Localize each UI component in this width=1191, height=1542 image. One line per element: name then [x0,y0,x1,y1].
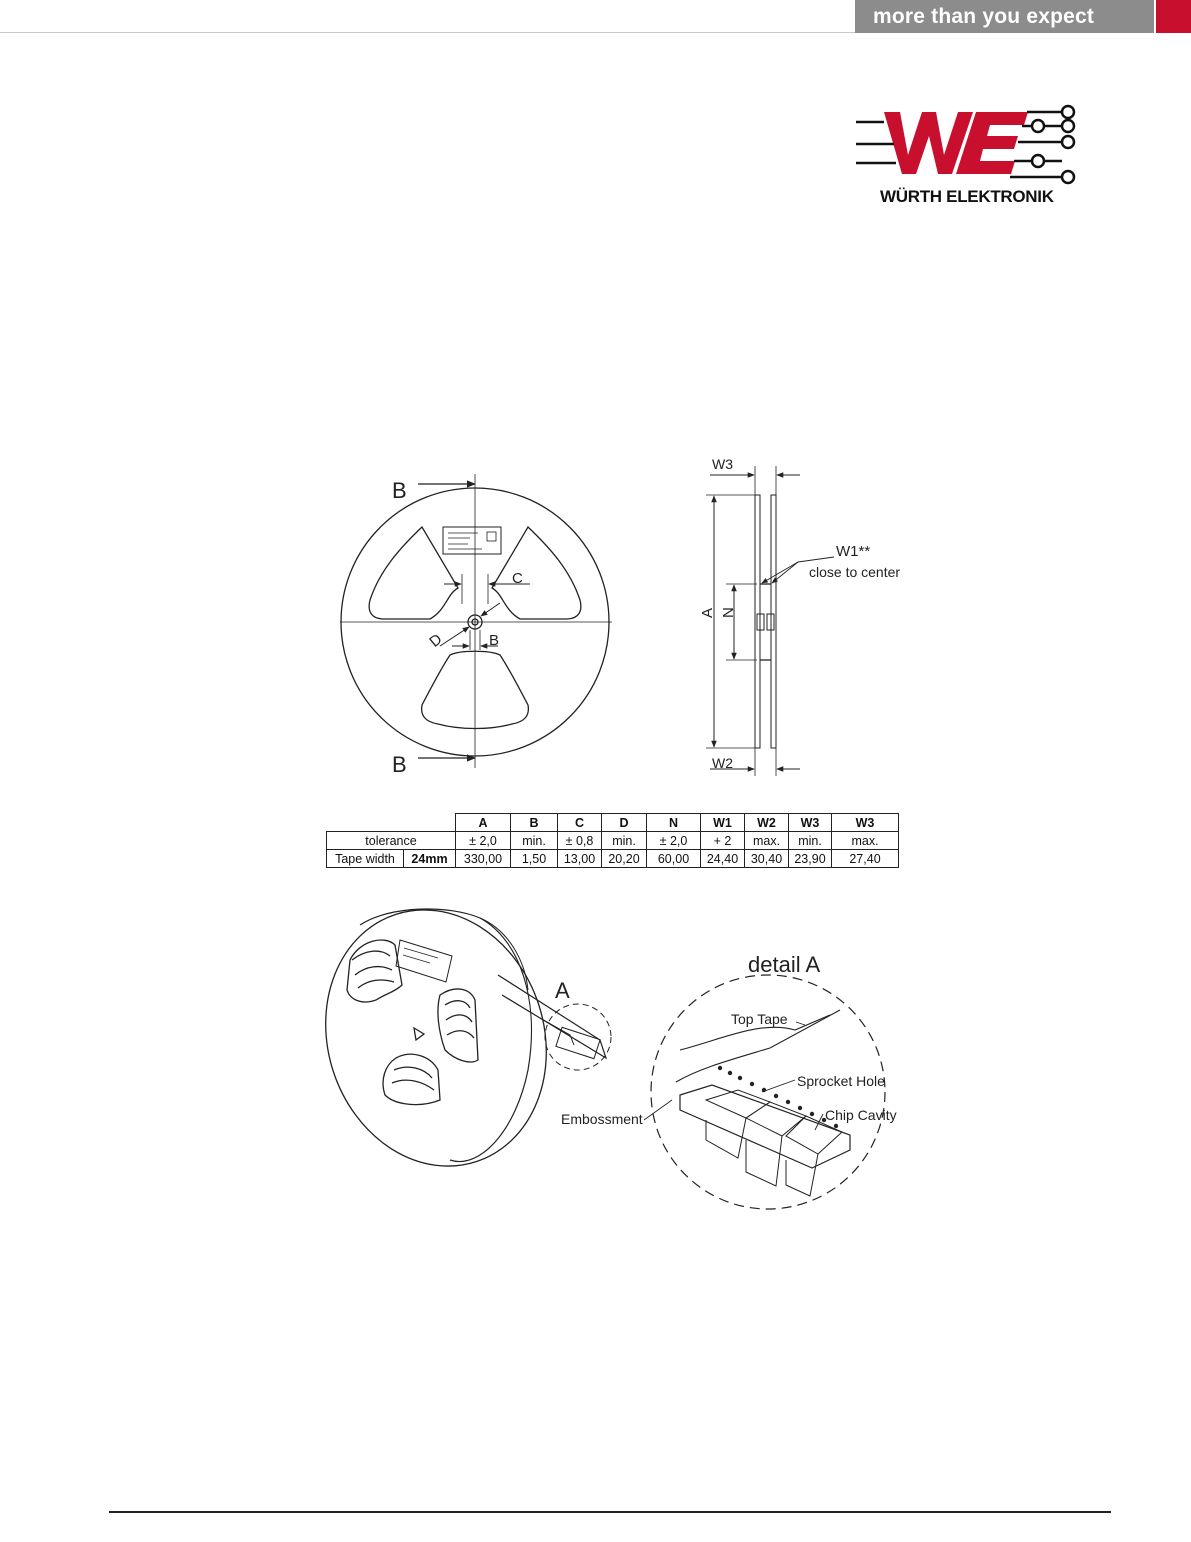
reel-front-flange [293,881,579,1195]
header-tagline: more than you expect [855,0,1154,33]
row-label: Tape width [327,850,404,868]
section-label-b-top: B [392,478,407,503]
table-cell: 60,00 [647,850,701,868]
table-cell: max. [832,832,899,850]
side-label-w3: W3 [712,456,733,472]
table-cell: ± 2,0 [456,832,511,850]
table-cell: min. [789,832,832,850]
side-label-a: A [699,607,716,618]
table-cell: ± 0,8 [558,832,602,850]
side-label-w1: W1** [836,543,871,560]
reel-side-view [706,466,834,776]
tolerance-label: tolerance [327,832,456,850]
table-cell: max. [745,832,789,850]
dim-label-c: C [512,570,523,587]
reel-window-left [369,527,458,619]
side-label-w1-note: close to center [809,564,901,580]
header-n: N [647,814,701,832]
table-row-tape-width [327,850,899,868]
table-cell: 30,40 [745,850,789,868]
section-label-b-bottom: B [392,752,407,777]
side-label-n: N [720,607,737,618]
reel-window-right [492,527,581,619]
table-cell: 23,90 [789,850,832,868]
row-value-label: 24mm [404,850,456,868]
table-cell: min. [511,832,558,850]
detail-label-top-tape: Top Tape [731,1011,788,1027]
reel-perspective-view [293,881,611,1195]
table-cell: 20,20 [602,850,647,868]
table-cell: 330,00 [456,850,511,868]
detail-title: detail A [748,952,821,977]
dim-label-b: B [489,632,500,649]
table-cell: ± 2,0 [647,832,701,850]
header-a: A [456,814,511,832]
reel-front-view [340,474,612,768]
detail-label-sprocket-hole: Sprocket Hole [797,1073,885,1089]
table-cell: 1,50 [511,850,558,868]
table-header-row [327,814,899,832]
header-b: B [511,814,558,832]
header-w3-min: W3 [789,814,832,832]
table-cell: 27,40 [832,850,899,868]
header-d: D [602,814,647,832]
header-c: C [558,814,602,832]
side-label-w2: W2 [712,755,733,771]
detail-label-chip-cavity: Chip Cavity [825,1107,897,1123]
detail-marker-a: A [555,978,570,1003]
table-row-tolerance [327,832,899,850]
logo-brand-text: WÜRTH ELEKTRONIK [880,187,1054,206]
footer-rule [109,1511,1111,1513]
reel-label-sticker [443,527,501,554]
table-cell: min. [602,832,647,850]
detail-a-marker-circle [545,1004,611,1070]
header-w3-max: W3 [832,814,899,832]
reel-dimension-table [326,813,899,868]
table-cell: 24,40 [701,850,745,868]
table-cell: 13,00 [558,850,602,868]
dim-label-d: D [426,630,446,651]
header-w2: W2 [745,814,789,832]
table-cell: + 2 [701,832,745,850]
header-w1: W1 [701,814,745,832]
detail-label-embossment: Embossment [561,1111,643,1127]
